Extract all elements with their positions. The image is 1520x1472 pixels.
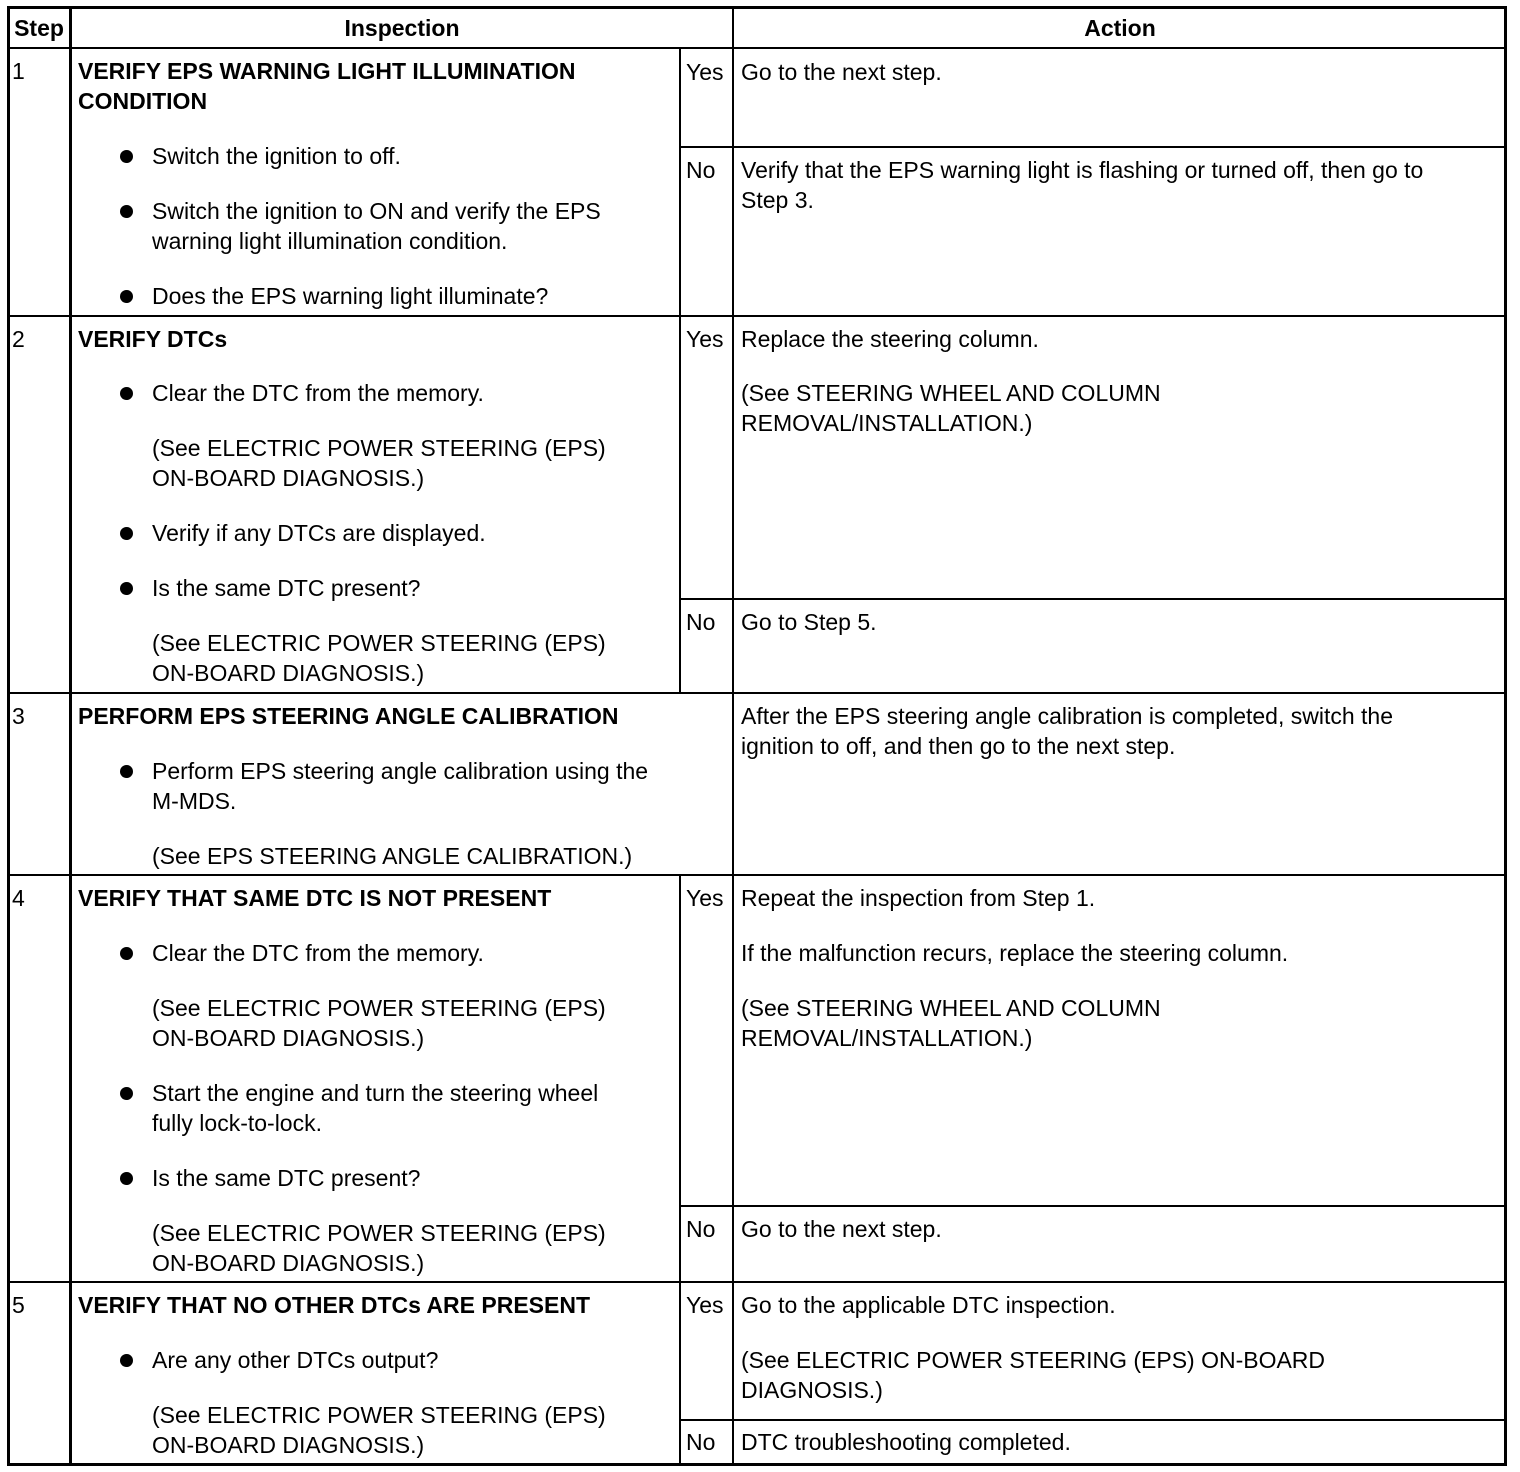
- action-text: DIAGNOSIS.): [741, 1377, 883, 1403]
- yes-label: Yes: [686, 885, 724, 911]
- bullet-icon: [120, 290, 133, 303]
- row-divider-4: [7, 1281, 1507, 1283]
- bullet-icon: [120, 947, 133, 960]
- inspection-item: Are any other DTCs output?: [152, 1347, 439, 1373]
- no-label: No: [686, 1216, 716, 1242]
- bullet-icon: [120, 1087, 133, 1100]
- action-text: Go to Step 5.: [741, 609, 877, 635]
- yes-label: Yes: [686, 59, 724, 85]
- inspection-item: (See ELECTRIC POWER STEERING (EPS): [152, 1220, 606, 1246]
- inspection-item: Perform EPS steering angle calibration using the: [152, 758, 649, 784]
- inspection-item: (See ELECTRIC POWER STEERING (EPS): [152, 435, 606, 461]
- action-text: Go to the next step.: [741, 59, 942, 85]
- yes-no-split-2: [679, 598, 1507, 600]
- step-number: 3: [12, 703, 25, 729]
- action-text: After the EPS steering angle calibration is completed, switch the: [741, 703, 1394, 729]
- action-text: Go to the applicable DTC inspection.: [741, 1292, 1116, 1318]
- inspection-item: (See ELECTRIC POWER STEERING (EPS): [152, 630, 606, 656]
- step-number: 1: [12, 58, 25, 84]
- inspection-item: (See ELECTRIC POWER STEERING (EPS): [152, 995, 606, 1021]
- no-label: No: [686, 157, 716, 183]
- inspection-item: (See EPS STEERING ANGLE CALIBRATION.): [152, 843, 633, 869]
- action-text: Step 3.: [741, 187, 814, 213]
- inspection-item: ON-BOARD DIAGNOSIS.): [152, 660, 425, 686]
- row-divider-2: [7, 692, 1507, 694]
- row-divider-3: [7, 874, 1507, 876]
- inspection-item: Clear the DTC from the memory.: [152, 380, 484, 406]
- inspection-item: Is the same DTC present?: [152, 575, 421, 601]
- step-number: 2: [12, 326, 25, 352]
- bullet-icon: [120, 765, 133, 778]
- inspection-item: Verify if any DTCs are displayed.: [152, 520, 486, 546]
- bullet-icon: [120, 150, 133, 163]
- inspection-item: Does the EPS warning light illuminate?: [152, 283, 549, 309]
- inspection-item: Start the engine and turn the steering wheel: [152, 1080, 599, 1106]
- step-number: 4: [12, 885, 25, 911]
- header-divider: [7, 47, 1507, 49]
- action-text: Go to the next step.: [741, 1216, 942, 1242]
- inspection-item: ON-BOARD DIAGNOSIS.): [152, 1250, 425, 1276]
- inspection-title: VERIFY THAT SAME DTC IS NOT PRESENT: [78, 885, 552, 911]
- inspection-title: CONDITION: [78, 88, 208, 114]
- yes-label: Yes: [686, 326, 724, 352]
- action-text: (See ELECTRIC POWER STEERING (EPS) ON-BOARD: [741, 1347, 1326, 1373]
- action-text: REMOVAL/INSTALLATION.): [741, 410, 1033, 436]
- inspection-title: PERFORM EPS STEERING ANGLE CALIBRATION: [78, 703, 619, 729]
- inspection-title: VERIFY THAT NO OTHER DTCs ARE PRESENT: [78, 1292, 591, 1318]
- action-text: DTC troubleshooting completed.: [741, 1429, 1071, 1455]
- inspection-item: fully lock-to-lock.: [152, 1110, 322, 1136]
- inspection-item: ON-BOARD DIAGNOSIS.): [152, 465, 425, 491]
- action-text: Verify that the EPS warning light is flashing or turned off, then go to: [741, 157, 1424, 183]
- bullet-icon: [120, 1354, 133, 1367]
- yes-no-split-5: [679, 1419, 1507, 1421]
- inspection-item: ON-BOARD DIAGNOSIS.): [152, 1432, 425, 1458]
- header-inspection: Inspection: [344, 15, 460, 41]
- bullet-icon: [120, 205, 133, 218]
- inspection-item: (See ELECTRIC POWER STEERING (EPS): [152, 1402, 606, 1428]
- yes-label: Yes: [686, 1292, 724, 1318]
- yes-no-split-1: [679, 146, 1507, 148]
- bullet-icon: [120, 582, 133, 595]
- action-text: If the malfunction recurs, replace the steering column.: [741, 940, 1289, 966]
- action-text: (See STEERING WHEEL AND COLUMN: [741, 380, 1161, 406]
- yesno-divider-row1: [679, 48, 681, 316]
- inspection-item: Clear the DTC from the memory.: [152, 940, 484, 966]
- action-text: Repeat the inspection from Step 1.: [741, 885, 1096, 911]
- inspection-title: VERIFY EPS WARNING LIGHT ILLUMINATION: [78, 58, 576, 84]
- row-divider-1: [7, 315, 1507, 317]
- bullet-icon: [120, 387, 133, 400]
- inspection-title: VERIFY DTCs: [78, 326, 228, 352]
- header-step: Step: [14, 15, 64, 41]
- action-text: Replace the steering column.: [741, 326, 1039, 352]
- step-column-divider: [69, 6, 72, 1466]
- inspection-item: M-MDS.: [152, 788, 237, 814]
- action-column-divider: [732, 6, 734, 1466]
- bullet-icon: [120, 527, 133, 540]
- no-label: No: [686, 609, 716, 635]
- inspection-item: Switch the ignition to ON and verify the EPS: [152, 198, 601, 224]
- action-text: (See STEERING WHEEL AND COLUMN: [741, 995, 1161, 1021]
- no-label: No: [686, 1429, 716, 1455]
- yes-no-split-4: [679, 1205, 1507, 1207]
- inspection-item: Is the same DTC present?: [152, 1165, 421, 1191]
- inspection-item: Switch the ignition to off.: [152, 143, 401, 169]
- header-action: Action: [1084, 15, 1156, 41]
- step-number: 5: [12, 1292, 25, 1318]
- bullet-icon: [120, 1172, 133, 1185]
- inspection-item: warning light illumination condition.: [152, 228, 508, 254]
- action-text: ignition to off, and then go to the next step.: [741, 733, 1176, 759]
- inspection-item: ON-BOARD DIAGNOSIS.): [152, 1025, 425, 1051]
- action-text: REMOVAL/INSTALLATION.): [741, 1025, 1033, 1051]
